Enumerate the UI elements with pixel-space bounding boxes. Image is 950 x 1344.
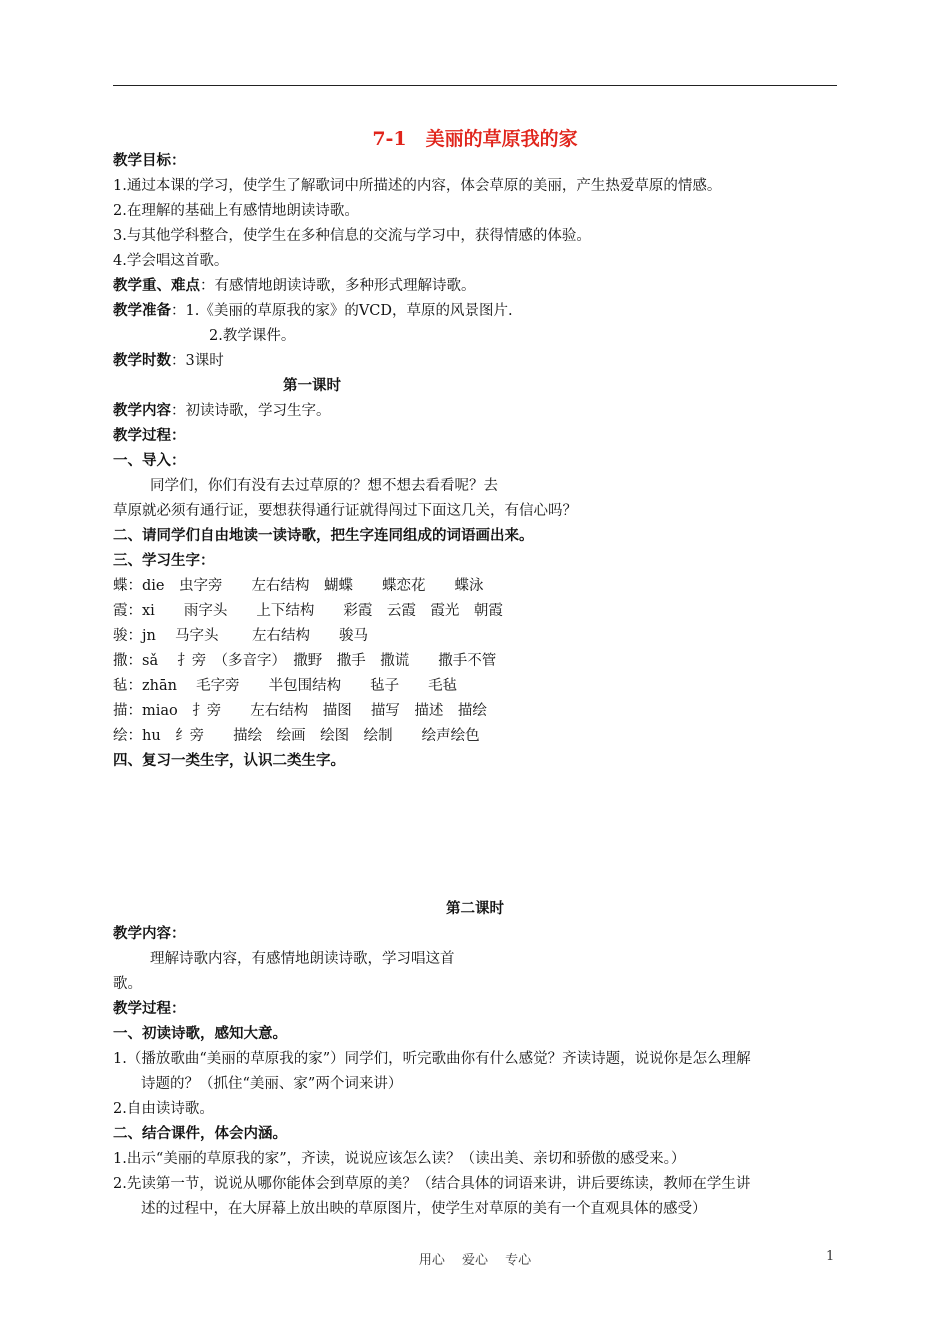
keypoints-text: ：有感情地朗读诗歌，多种形式理解诗歌。 (200, 278, 476, 294)
lesson2-step2-item1: 1.出示“美丽的草原我的家”，齐读，说说应该怎么读？（读出美、亲切和骄傲的感受来。） (113, 1151, 686, 1167)
lesson1-process-label: 教学过程： (113, 427, 186, 444)
prep-line (113, 301, 513, 321)
lesson1-content-label: 教学内容 (113, 402, 171, 419)
keypoints-line (113, 276, 476, 296)
char-row-sa: 撒：sǎ 扌旁 （多音字） 撒野 撒手 撒谎 撒手不管 (113, 653, 497, 669)
hours-text: ：3课时 (171, 353, 224, 369)
header-rule (113, 85, 837, 86)
lesson2-process-label: 教学过程： (113, 1000, 186, 1017)
lesson1-step4: 四、复习一类生字，认识二类生字。 (113, 752, 345, 769)
lesson2-content-label: 教学内容： (113, 925, 186, 942)
goal-item-3: 3.与其他学科整合，使学生在多种信息的交流与学习中，获得情感的体验。 (113, 228, 591, 244)
lesson1-content-text: ：初读诗歌，学习生字。 (171, 403, 331, 419)
char-row-hui: 绘：hu 纟旁 描绘 绘画 绘图 绘制 绘声绘色 (113, 728, 480, 744)
lesson2-step2: 二、结合课件，体会内涵。 (113, 1125, 287, 1142)
lesson1-content-line (113, 401, 331, 421)
lesson2-step1-item1-b: 诗题的？（抓住“美丽、家”两个词来讲） (141, 1076, 403, 1092)
hours-label: 教学时数 (113, 352, 171, 369)
char-row-miao: 描：miao 扌旁 左右结构 描图 描写 描述 描绘 (113, 703, 487, 719)
prep-label: 教学准备 (113, 302, 171, 319)
goal-item-1: 1.通过本课的学习，使学生了解歌词中所描述的内容，体会草原的美丽，产生热爱草原的情感。 (113, 178, 722, 194)
lesson2-step2-item2-a: 2.先读第一节，说说从哪你能体会到草原的美？（结合具体的词语来讲，讲后要练读，教师在学生讲 (113, 1176, 751, 1192)
char-row-jun: 骏：jn 马字头 左右结构 骏马 (113, 628, 369, 644)
char-row-xia: 霞：xi 雨字头 上下结构 彩霞 云霞 霞光 朝霞 (113, 603, 503, 619)
page-number: 1 (826, 1249, 835, 1264)
lesson1-step3: 三、学习生字： (113, 552, 215, 569)
lesson1-step2: 二、请同学们自由地读一读诗歌，把生字连同组成的词语画出来。 (113, 527, 534, 544)
char-row-die: 蝶：die 虫字旁 左右结构 蝴蝶 蝶恋花 蝶泳 (113, 578, 484, 594)
lesson2-step1-item1-a: 1.（播放歌曲“美丽的草原我的家”）同学们，听完歌曲你有什么感觉？齐读诗题，说说你是怎么理解 (113, 1051, 751, 1067)
page-title: 7-1 美丽的草原我的家 (372, 128, 578, 150)
lesson2-step1: 一、初读诗歌，感知大意。 (113, 1025, 287, 1042)
goals-label: 教学目标： (113, 152, 186, 169)
prep-text-1: ：1.《美丽的草原我的家》的VCD，草原的风景图片. (171, 303, 513, 319)
lesson2-content-text-2: 歌。 (113, 976, 142, 992)
lesson2-step1-item2: 2.自由读诗歌。 (113, 1101, 214, 1117)
lesson2-heading: 第二课时 (446, 900, 504, 917)
goal-item-2: 2.在理解的基础上有感情地朗读诗歌。 (113, 203, 359, 219)
goal-item-4: 4.学会唱这首歌。 (113, 253, 229, 269)
lesson1-step1: 一、导入： (113, 452, 186, 469)
lesson2-content-text-1: 理解诗歌内容，有感情地朗读诗歌，学习唱这首 (150, 951, 455, 967)
lesson1-heading: 第一课时 (283, 377, 341, 394)
lesson1-step1-text-2: 草原就必须有通行证，要想获得通行证就得闯过下面这几关，有信心吗？ (113, 503, 577, 519)
lesson1-step1-text-1: 同学们，你们有没有去过草原的？想不想去看看呢？去 (150, 478, 498, 494)
char-row-zhan: 毡：zhān 毛字旁 半包围结构 毡子 毛毡 (113, 678, 458, 694)
keypoints-label: 教学重、难点 (113, 277, 200, 294)
footer-text: 用心 爱心 专心 (418, 1253, 532, 1268)
prep-text-2: 2.教学课件。 (209, 328, 296, 344)
hours-line (113, 351, 224, 371)
lesson2-step2-item2-b: 述的过程中，在大屏幕上放出映的草原图片，使学生对草原的美有一个直观具体的感受） (141, 1201, 707, 1217)
